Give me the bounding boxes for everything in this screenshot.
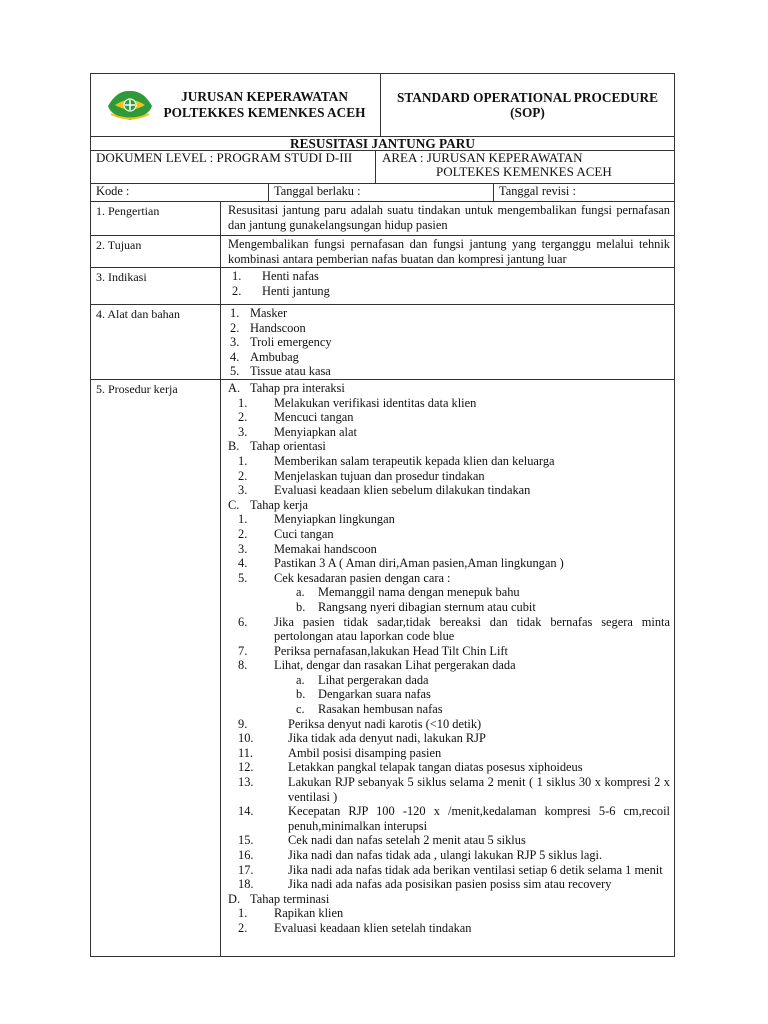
alat-item [228,335,670,350]
list-marker: 14. [238,804,254,819]
section-label: 1. Pengertian [91,202,221,235]
procedure-steps [238,396,670,440]
list-marker: 1. [238,512,248,527]
procedure-step [238,804,670,833]
list-marker: 3. [238,424,248,439]
document-level-row [91,151,674,184]
list-marker: 13. [238,775,254,790]
list-item-text: Jika nadi dan nafas tidak ada , ulangi lakukan RJP 5 siklus lagi. [288,848,603,862]
list-marker: a. [296,585,305,600]
list-item-text: Lihat pergerakan dada [318,672,429,687]
alat-item [228,321,670,336]
procedure-step [238,760,670,775]
procedure-substeps [284,673,670,717]
list-marker: 17. [238,862,254,877]
list-marker: 1. [232,269,242,283]
list-item-text: Ambubag [250,349,299,364]
procedure-content [221,380,674,956]
procedure-step [238,527,670,542]
section-label: 5. Prosedur kerja [91,380,221,956]
list-item-text: Menjelaskan tujuan dan prosedur tindakan [274,468,485,483]
section-label: 2. Tujuan [91,236,221,267]
procedure-step [238,833,670,848]
list-marker: 2. [230,320,240,335]
procedure-phase [228,498,670,513]
document-title-text: RESUSITASI JANTUNG PARU [290,136,475,151]
list-marker: 1. [230,306,240,320]
list-marker: 3. [238,483,248,498]
list-marker: C. [228,497,240,512]
list-marker: 8. [238,658,248,673]
procedure-step [238,658,670,673]
tanggal-berlaku-field: Tanggal berlaku : [269,184,494,201]
section-indikasi [91,268,674,305]
procedure-step [238,644,670,659]
list-marker: 12. [238,760,254,775]
procedure-step [238,396,670,411]
list-marker: 10. [238,731,254,746]
procedure-phase [228,381,670,396]
list-item-text: Dengarkan suara nafas [318,687,431,702]
list-item-text: Memberikan salam terapeutik kepada klien dan keluarga [274,453,555,468]
document-type-line-1: STANDARD OPERATIONAL PROCEDURE [396,90,659,105]
list-item-text: Lakukan RJP sebanyak 5 siklus selama 2 menit ( 1 siklus 30 x kompresi 2 x ventilasi ) [288,775,670,804]
list-marker: 5. [230,364,240,379]
procedure-step [238,425,670,440]
list-item-text: Lihat, dengar dan rasakan Lihat pergerakan dada [274,658,516,673]
procedure-step [238,483,670,498]
list-marker: 7. [238,643,248,658]
procedure-step [238,556,670,571]
procedure-substep [284,687,670,702]
institution-crest-icon [105,86,155,124]
list-marker: 2. [232,283,242,298]
list-item-text: Memanggil nama dengan menepuk bahu [318,585,520,600]
alat-item [228,364,670,379]
institution-block [91,74,381,136]
section-text: Resusitasi jantung paru adalah suatu tindakan untuk mengembalikan fungsi pernafasan dan jantung gunakelangsungan hidup pasien [228,203,670,232]
list-item-text: Evaluasi keadaan klien setelah tindakan [274,920,472,935]
procedure-phase [228,439,670,454]
section-label: 3. Indikasi [91,268,221,304]
list-item-text: Ambil posisi disamping pasien [288,745,442,760]
procedure-step [238,717,670,732]
list-item-text: Periksa pernafasan,lakukan Head Tilt Chin Lift [274,643,508,658]
section-tujuan [91,236,674,268]
document-header [91,74,674,137]
list-item-text: Pastikan 3 A ( Aman diri,Aman pasien,Aman lingkungan ) [274,556,564,571]
list-item-text: Tahap pra interaksi [250,381,345,395]
list-item-text: Melakukan verifikasi identitas data klien [274,395,477,410]
list-marker: b. [296,687,306,702]
list [228,306,670,379]
list-marker: 2. [238,526,248,541]
list-item-text: Jika nadi ada nafas ada posisikan pasien posiss sim atau recovery [288,877,612,892]
list-marker: 11. [238,745,254,760]
list-item-text: Jika pasien tidak sadar,tidak bereaksi dan tidak bernafas segera minta pertolongan atau laporkan code blue [274,614,670,644]
list-marker: 1. [238,395,248,410]
procedure-step [238,454,670,469]
list-marker: 4. [230,349,240,364]
indikasi-item [228,284,670,299]
procedure-substep [284,600,670,615]
section-alat-dan-bahan [91,305,674,380]
institution-line-2: POLTEKKES KEMENKES ACEH [163,105,366,120]
list-marker: 18. [238,877,254,892]
tanggal-revisi-field: Tanggal revisi : [499,184,576,198]
list-marker: 5. [238,570,248,585]
list-item-text: Letakkan pangkal telapak tangan diatas posesus xiphoideus [288,760,583,775]
document-type-line-2: (SOP) [510,105,545,120]
procedure-substep [284,585,670,600]
list-marker: 3. [230,335,240,350]
section-label: 4. Alat dan bahan [91,305,221,379]
list-marker: 1. [238,906,248,921]
indikasi-item [228,269,670,284]
list [228,269,670,298]
list-item-text: Tahap orientasi [250,439,326,454]
list-marker: 4. [238,556,248,571]
sop-document [90,73,675,957]
list-item-text: Menyiapkan alat [274,424,357,439]
list-item-text: Rangsang nyeri dibagian sternum atau cubit [318,599,536,614]
procedure-step [238,469,670,484]
procedure-steps [238,906,670,935]
procedure-step [238,571,670,586]
section-text: Mengembalikan fungsi pernafasan dan fungsi jantung yang terganggu melalui tehnik kombinasi antara pemberian nafas buatan dan kompresi jantung luar [228,237,670,266]
list-item-text: Rapikan klien [274,906,344,921]
list-item-text: Masker [250,306,288,320]
list-item-text: Jika tidak ada denyut nadi, lakukan RJP [288,731,486,746]
list-marker: c. [296,702,305,717]
list-marker: 9. [238,716,248,731]
list-marker: A. [228,381,241,395]
document-type [381,74,674,136]
procedure-step [238,731,670,746]
list-marker: 6. [238,614,248,629]
area-line-2: POLTEKES KEMENKES ACEH [436,164,612,179]
list-item-text: Mencuci tangan [274,410,354,425]
kode-field: Kode : [91,184,269,201]
document-title [91,137,674,151]
document-code-row [91,184,674,202]
section-prosedur-kerja [91,380,674,956]
procedure-step [238,921,670,936]
list-item-text: Periksa denyut nadi karotis (<10 detik) [288,716,482,731]
list-marker: B. [228,439,240,454]
procedure-phase [228,892,670,907]
list-item-text: Tahap kerja [250,497,308,512]
list-item-text: Cek kesadaran pasien dengan cara : [274,570,451,585]
procedure-step [238,615,670,644]
list-item-text: Cuci tangan [274,526,334,541]
document-level: DOKUMEN LEVEL : PROGRAM STUDI D-III [91,151,376,183]
procedure-steps [238,512,670,891]
list-item-text: Henti nafas [262,269,319,283]
list-item-text: Henti jantung [262,283,330,298]
procedure-step [238,863,670,878]
document-area [376,151,674,183]
alat-item [228,350,670,365]
list-item-text: Cek nadi dan nafas setelah 2 menit atau 5 siklus [288,833,526,848]
list-marker: a. [296,672,305,687]
institution-line-1: JURUSAN KEPERAWATAN [181,89,348,104]
procedure-step [238,746,670,761]
area-line-1: AREA : JURUSAN KEPERAWATAN [382,150,583,165]
list-item-text: Evaluasi keadaan klien sebelum dilakukan tindakan [274,483,531,498]
procedure-step [238,848,670,863]
list-marker: 1. [238,453,248,468]
list-item-text: Kecepatan RJP 100 -120 x /menit,kedalaman kompresi 5-6 cm,recoil penuh,minimalkan interupsi [288,804,670,833]
list-item-text: Rasakan hembusan nafas [318,702,443,717]
procedure-step [238,906,670,921]
procedure-substep [284,702,670,717]
list-item-text: Handscoon [250,320,306,335]
alat-item [228,306,670,321]
list-marker: 3. [238,541,248,556]
procedure-step [238,775,670,804]
list-marker: b. [296,599,306,614]
procedure-step [238,512,670,527]
procedure-step [238,542,670,557]
procedure-substep [284,673,670,688]
section-list [221,305,674,379]
section-list [221,268,674,304]
procedure-substeps [284,585,670,614]
procedure-step [238,877,670,892]
institution-name [163,89,380,121]
procedure-steps [238,454,670,498]
list-marker: 15. [238,833,254,848]
list-item-text: Memakai handscoon [274,541,377,556]
list-item-text: Tahap terminasi [250,891,330,906]
list-item-text: Troli emergency [250,335,332,350]
list-item-text: Tissue atau kasa [250,364,331,379]
list-item-text: Jika nadi ada nafas tidak ada berikan ventilasi setiap 6 detik selama 1 menit [288,862,663,877]
list-marker: 2. [238,920,248,935]
list-marker: D. [228,891,241,906]
procedure-step [238,410,670,425]
list-marker: 2. [238,410,248,425]
list-marker: 16. [238,848,254,862]
list-marker: 2. [238,468,248,483]
section-pengertian [91,202,674,236]
list-item-text: Menyiapkan lingkungan [274,512,395,527]
